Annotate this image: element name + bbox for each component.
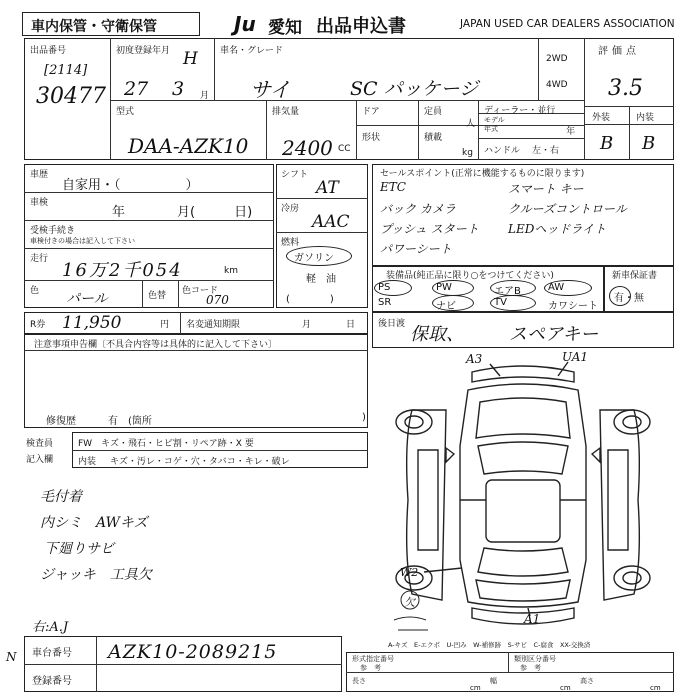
color-code: 070 (206, 293, 229, 307)
warranty-value: 有・無 (614, 293, 644, 304)
inspection-value: 年 月( 日) (112, 205, 253, 220)
length-unit: cm (470, 684, 481, 692)
displacement-unit: CC (338, 144, 351, 154)
chassis-label: 車台番号 (32, 648, 72, 659)
model-code: DAA-AZK10 (128, 134, 249, 158)
sales-point-right: LEDヘッドライト (508, 222, 606, 236)
plate-label: 登録番号 (32, 676, 72, 687)
color-value: パール (66, 291, 108, 307)
sales-point-left: ETC (380, 180, 406, 194)
registration-era: H (183, 49, 198, 69)
usage-label: 車歴 (30, 170, 49, 180)
mileage-value: 16万2千054 (62, 260, 183, 281)
displacement-value: 2400 (282, 136, 333, 160)
damage-ua1: UA1 (562, 350, 589, 364)
door-label: ドア (362, 107, 380, 117)
model-label: 型式 (116, 107, 135, 117)
length-label: 長さ (352, 677, 366, 685)
sales-point-left: パワーシート (380, 242, 452, 256)
equipment-item: PS (378, 282, 391, 293)
association-name: JAPAN USED CAR DEALERS ASSOCIATION (460, 18, 675, 30)
interior-grade: B (642, 133, 656, 154)
equipment-item: TV (494, 297, 507, 308)
fuel-gasoline: ガソリン (294, 253, 334, 264)
shift-value: AT (316, 178, 339, 198)
cooling-label: 冷房 (281, 204, 300, 214)
handwritten-note: 内シミ AWキズ (40, 515, 148, 531)
height-label: 高さ (580, 677, 594, 685)
after-delivery-label: 後日渡 (378, 319, 406, 329)
repair-value: 有 (箇所 (108, 416, 152, 427)
cooling-value: AAC (312, 212, 350, 232)
after-delivery-value: 保取、 スペアキー (410, 324, 599, 345)
mileage-unit: km (224, 266, 238, 276)
name-change-label: 名変通知期限 (186, 320, 241, 330)
name-change-month: 月 (302, 320, 312, 330)
repair-label: 修復歴 (46, 416, 76, 427)
equipment-item: SR (378, 297, 392, 308)
mileage-label: 走行 (30, 254, 49, 264)
drive-2wd: 2WD (546, 54, 568, 64)
registration-year: 27 (124, 78, 149, 100)
designated-label: 形式指定番号 (352, 655, 394, 663)
fuel-other: ( ) (286, 294, 334, 305)
equipment-item: AW (548, 282, 565, 293)
car-damage-diagram (372, 350, 674, 650)
missing-mark: 欠 (404, 596, 415, 609)
registration-month: 3 (172, 78, 185, 100)
inspector-int-label: 内装 (78, 457, 97, 467)
storage-label-box (22, 12, 200, 36)
recycle-label: R券 (30, 320, 46, 330)
color-label: 色 (30, 286, 40, 296)
rating-score: 3.5 (608, 76, 643, 101)
inspector-label-1: 検査員 (26, 439, 54, 449)
equipment-item: ナビ (436, 301, 456, 312)
warranty-label: 新車保証書 (612, 271, 658, 281)
handle-options: 左・右 (532, 146, 560, 156)
sales-point-left: バック カメラ (380, 202, 456, 216)
fuel-light-oil: 軽 油 (306, 274, 336, 285)
rating-label: 評価点 (598, 46, 640, 57)
color-swap-label: 色替 (148, 291, 167, 301)
designated-ref: 参 考 (360, 664, 381, 672)
exterior-grade: B (600, 133, 614, 154)
inspector-fw-row: FW キズ・飛石・ヒビ割・リペア跡・X 要 (78, 439, 254, 449)
equipment-label: 装備品(純正品に限り○をつけてください) (386, 271, 554, 281)
load-unit: kg (462, 148, 473, 158)
handwritten-note: ジャッキ 工具欠 (40, 567, 152, 583)
registration-month-unit: 月 (200, 91, 210, 101)
drive-4wd: 4WD (546, 80, 568, 90)
width-unit: cm (560, 684, 571, 692)
damage-a3: A3 (466, 352, 483, 366)
load-label: 積載 (424, 133, 443, 143)
model-year-label: モデル 年式 (484, 116, 505, 133)
inspection-label: 車検 (30, 198, 49, 208)
sales-points-label: セールスポイント(正常に機能するものに限ります) (380, 169, 585, 179)
lot-bracket-number: [2114] (44, 63, 88, 78)
inspector-int-row: キズ・汚レ・コゲ・穴・タバコ・キレ・破レ (110, 457, 290, 467)
fuel-label: 燃料 (281, 238, 300, 248)
handwritten-note: 下廻りサビ (44, 541, 114, 557)
width-label: 幅 (490, 677, 497, 685)
interior-label: 内装 (636, 113, 655, 123)
height-unit: cm (650, 684, 661, 692)
model-year-unit: 年 (566, 127, 576, 137)
equipment-item: エアB (494, 286, 521, 297)
lot-number: 30477 (36, 84, 106, 109)
capacity-label: 定員 (424, 107, 443, 117)
lot-label: 出品番号 (30, 46, 67, 56)
name-change-day: 日 (346, 320, 356, 330)
damage-legend: A-キズ E-エクボ U-凹み W-補修跡 S-サビ C-腐食 XX-交換済 (388, 641, 591, 649)
equipment-item: カワシート (548, 301, 598, 312)
category-ref: 参 考 (520, 664, 541, 672)
ju-logo: Ju (234, 12, 256, 36)
storage-label: 車内保管・守衛保管 (31, 19, 157, 35)
usage-value: 自家用・（ ） (62, 178, 199, 193)
sales-point-right: クルーズコントロール (508, 202, 627, 216)
car-name: サイ (250, 78, 291, 102)
inspector-label-2: 記入欄 (26, 455, 54, 465)
vehicle-info-block (24, 38, 674, 160)
displacement-label: 排気量 (272, 107, 300, 117)
recycle-value: 11,950 (62, 313, 122, 333)
damage-a1: A1 (524, 612, 541, 626)
damage-w2: W2 (400, 566, 419, 579)
shift-label: シフト (281, 170, 309, 180)
receive-note: 車検付きの場合は記入して下さい (30, 237, 135, 245)
category-label: 類別区分番号 (514, 655, 556, 663)
registration-label: 初度登録年月 (116, 46, 171, 56)
inspector-sign: 右:A.J (32, 620, 69, 635)
capacity-unit: 人 (466, 119, 476, 129)
car-name-label: 車名・グレード (220, 46, 284, 56)
handwritten-note: 毛付着 (40, 489, 82, 505)
exterior-label: 外装 (592, 113, 611, 123)
form-title: 出品申込書 (316, 16, 406, 37)
chassis-number: AZK10-2089215 (108, 641, 278, 663)
receive-label: 受検手続き (30, 226, 76, 236)
color-code-label: 色コード (182, 286, 219, 296)
logo-text: 愛知 (268, 18, 302, 38)
sales-point-left: プッシュ スタート (380, 222, 479, 236)
car-grade: SC パッケージ (350, 78, 479, 100)
equipment-item: PW (436, 282, 452, 293)
handle-label: ハンドル (484, 146, 521, 156)
shape-label: 形状 (362, 133, 381, 143)
sales-point-right: スマート キー (508, 182, 584, 196)
recycle-unit: 円 (160, 320, 170, 330)
notes-label: 注意事項申告欄〔不具合内容等は具体的に記入して下さい〕 (34, 340, 278, 350)
dealer-label: ディーラー・並行 (484, 106, 556, 116)
